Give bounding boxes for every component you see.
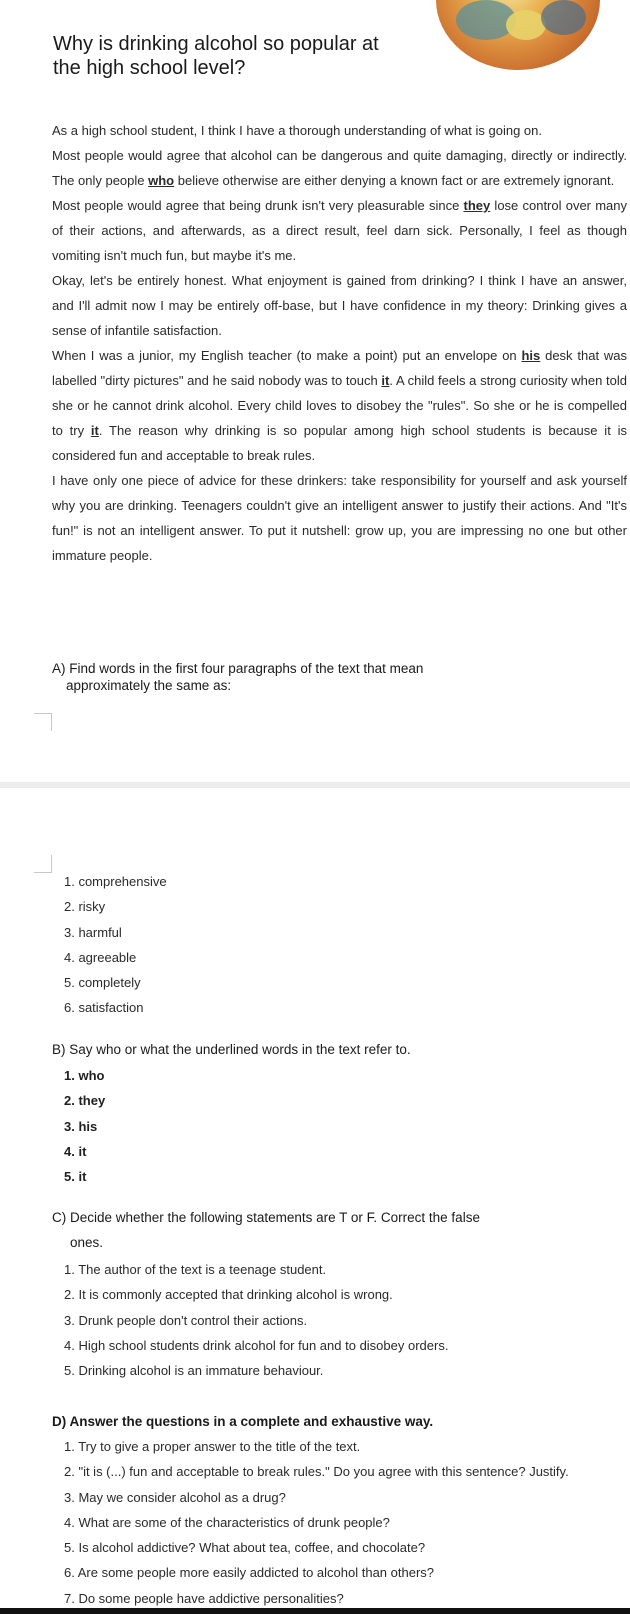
list-item: 3. Drunk people don't control their actions. — [64, 1312, 308, 1328]
section-a-list — [64, 869, 167, 1021]
document-title: Why is drinking alcohol so popular at the high school level? — [53, 33, 379, 79]
section-b-list — [64, 1063, 105, 1189]
list-item: 4. What are some of the characteristics of drunk people? — [64, 1514, 390, 1530]
list-item: 3. May we consider alcohol as a drug? — [64, 1489, 286, 1505]
list-item: 1. who — [64, 1068, 105, 1083]
list-item: 3. harmful — [64, 924, 122, 940]
list-item: 5. Drinking alcohol is an immature behaviour. — [64, 1363, 324, 1379]
paragraph-5: When I was a junior, my English teacher (to make a point) put an envelope on his desk that was labelled "dirty pictures" and he said nobody was to touch it. A child feels a strong curiosity when told she or he cannot drink alcohol. Every child loves to disobey the "rules". So she or he is compelled to try it. The reason why drinking is so popular among high school students is because it is considered fun and acceptable to break rules. — [52, 348, 628, 463]
section-d-heading: D) Answer the questions in a complete and exhaustive way. — [52, 1414, 434, 1429]
list-item: 1. Try to give a proper answer to the title of the text. — [64, 1439, 361, 1454]
page-break-divider — [0, 782, 630, 788]
paragraph-2: Most people would agree that alcohol can be dangerous and quite damaging, directly or indirectly. The only people who believe otherwise are either denying a known fact or are extremely ignorant. — [52, 148, 627, 188]
underlined-who: who — [148, 173, 175, 188]
list-item: 3. his — [64, 1118, 98, 1134]
list-item: 6. Are some people more easily addicted to alcohol than others? — [64, 1565, 435, 1581]
paragraph-3: Most people would agree that being drunk isn't very pleasurable since they lose control over many of their actions, and afterwards, as a direct result, feel darn sick. Personally, I feel as though vomiting isn't much fun, but maybe it's me. — [52, 198, 627, 263]
list-item: 5. completely — [64, 975, 141, 991]
list-item: 5. it — [64, 1169, 87, 1185]
underlined-his: his — [521, 348, 541, 363]
section-a-heading: A) Find words in the first four paragraphs of the text that mean approximately the same as: — [52, 661, 424, 693]
list-item: 4. agreeable — [64, 949, 137, 965]
section-c-list — [64, 1257, 448, 1383]
list-item: 2. "it is (...) fun and acceptable to break rules." Do you agree with this sentence? Justify. — [64, 1464, 569, 1480]
list-item: 1. comprehensive — [64, 874, 167, 889]
paragraph-4: Okay, let's be entirely honest. What enjoyment is gained from drinking? I think I have an answer, and I'll admit now I may be entirely off-base, but I have confidence in my theory: Drinking gives a sense of infantile satisfaction. — [52, 273, 627, 338]
list-item: 2. risky — [64, 899, 106, 915]
list-item: 4. High school students drink alcohol for fun and to disobey orders. — [64, 1337, 449, 1353]
list-item: 1. The author of the text is a teenage student. — [64, 1262, 327, 1277]
section-b-heading: B) Say who or what the underlined words in the text refer to. — [52, 1042, 411, 1057]
list-item: 7. Do some people have addictive personalities? — [64, 1590, 344, 1606]
painted-plate-image — [436, 0, 600, 70]
paragraph-6: I have only one piece of advice for these drinkers: take responsibility for yourself and ask yourself why you are drinking. Teenagers couldn't give an intelligent answer to justify their actions. And "It's fun!" is not an intelligent answer. To put it nutshell: grow up, you are impressing no one but other immature people. — [52, 473, 627, 563]
paragraph-1: As a high school student, I think I have a thorough understanding of what is going on. — [52, 123, 542, 138]
list-item: 5. Is alcohol addictive? What about tea, coffee, and chocolate? — [64, 1540, 426, 1556]
article-text — [52, 118, 627, 568]
list-item: 6. satisfaction — [64, 1000, 144, 1016]
page-corner-mark — [34, 713, 52, 731]
section-c-heading: C) Decide whether the following statements are T or F. Correct the false ones. — [52, 1210, 480, 1250]
section-d-list — [64, 1434, 569, 1611]
list-item: 2. they — [64, 1093, 106, 1109]
underlined-it-1: it — [381, 373, 390, 388]
list-item: 2. It is commonly accepted that drinking alcohol is wrong. — [64, 1287, 393, 1303]
underlined-it-2: it — [90, 423, 99, 438]
bottom-bar — [0, 1608, 630, 1614]
list-item: 4. it — [64, 1143, 87, 1159]
underlined-they: they — [463, 198, 491, 213]
page-corner-mark — [34, 855, 52, 873]
